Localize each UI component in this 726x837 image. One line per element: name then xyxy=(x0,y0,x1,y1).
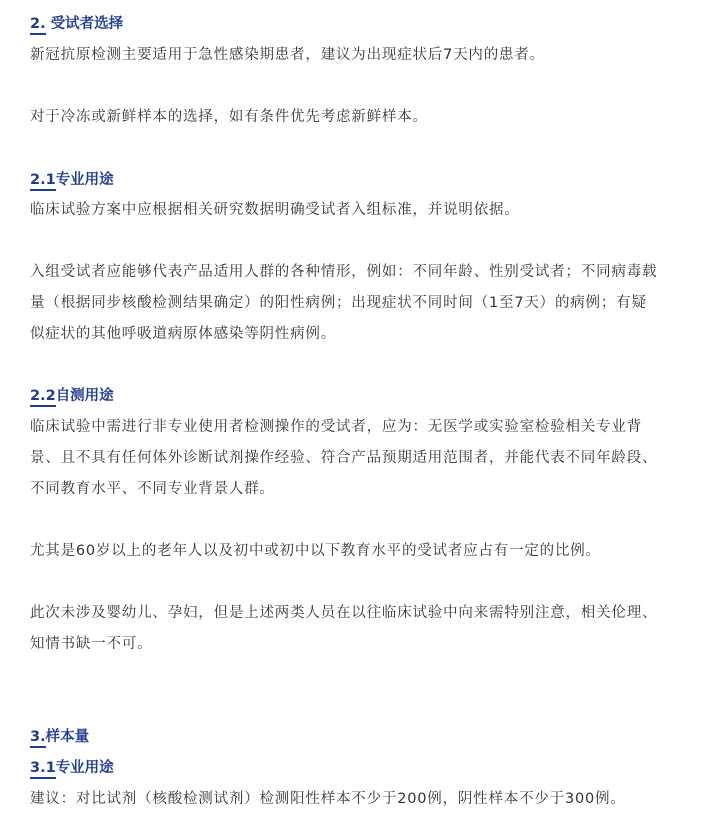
section-title: 自测用途 xyxy=(55,388,114,404)
section-number: 3.1 xyxy=(30,759,56,779)
section-number: 3. xyxy=(30,728,46,748)
paragraph xyxy=(30,257,710,350)
paragraph-line: 临床试验中需进行非专业使用者检测操作的受试者，应为：无医学或实验室检验相关专业背 xyxy=(30,419,642,435)
paragraph-line: 建议：对比试剂（核酸检测试剂）检测阳性样本不少于200例，阴性样本不少于300例。 xyxy=(30,791,626,807)
paragraph xyxy=(30,784,710,815)
paragraph xyxy=(30,412,710,505)
paragraph-line: 此次未涉及婴幼儿、孕妇，但是上述两类人员在以往临床试验中向来需特别注意，相关伦理、 xyxy=(30,605,658,621)
section-number: 2.2 xyxy=(30,387,56,407)
section-heading-2-2 xyxy=(30,386,114,407)
paragraph-line: 景、且不具有任何体外诊断试剂操作经验、符合产品预期适用范围者，并能代表不同年龄段、 xyxy=(30,450,658,466)
paragraph xyxy=(30,536,710,567)
paragraph-line: 似症状的其他呼吸道病原体感染等阴性病例。 xyxy=(30,326,336,342)
section-number: 2.1 xyxy=(30,171,56,191)
section-title: 受试者选择 xyxy=(45,16,124,32)
paragraph-line: 临床试验方案中应根据相关研究数据明确受试者入组标准，并说明依据。 xyxy=(30,202,520,218)
paragraph-line: 对于冷冻或新鲜样本的选择，如有条件优先考虑新鲜样本。 xyxy=(30,109,428,125)
section-title: 专业用途 xyxy=(55,760,114,776)
paragraph-line: 入组受试者应能够代表产品适用人群的各种情形，例如：不同年龄、性别受试者；不同病毒载 xyxy=(30,264,658,280)
section-heading-3 xyxy=(30,727,89,748)
paragraph-line: 不同教育水平、不同专业背景人群。 xyxy=(30,481,275,497)
section-heading-2-1 xyxy=(30,170,114,191)
paragraph xyxy=(30,598,710,660)
paragraph xyxy=(30,102,710,133)
section-title: 样本量 xyxy=(45,729,90,745)
section-heading-3-1 xyxy=(30,758,114,779)
paragraph-line: 知情书缺一不可。 xyxy=(30,636,153,652)
section-heading-2 xyxy=(30,14,123,35)
section-number: 2. xyxy=(30,15,46,35)
paragraph xyxy=(30,195,710,226)
section-title: 专业用途 xyxy=(55,172,114,188)
paragraph xyxy=(30,40,710,71)
paragraph-line: 尤其是60岁以上的老年人以及初中或初中以下教育水平的受试者应占有一定的比例。 xyxy=(30,543,601,559)
paragraph-line: 新冠抗原检测主要适用于急性感染期患者，建议为出现症状后7天内的患者。 xyxy=(30,47,545,63)
paragraph-line: 量（根据同步核酸检测结果确定）的阳性病例；出现症状不同时间（1至7天）的病例；有疑 xyxy=(30,295,647,311)
